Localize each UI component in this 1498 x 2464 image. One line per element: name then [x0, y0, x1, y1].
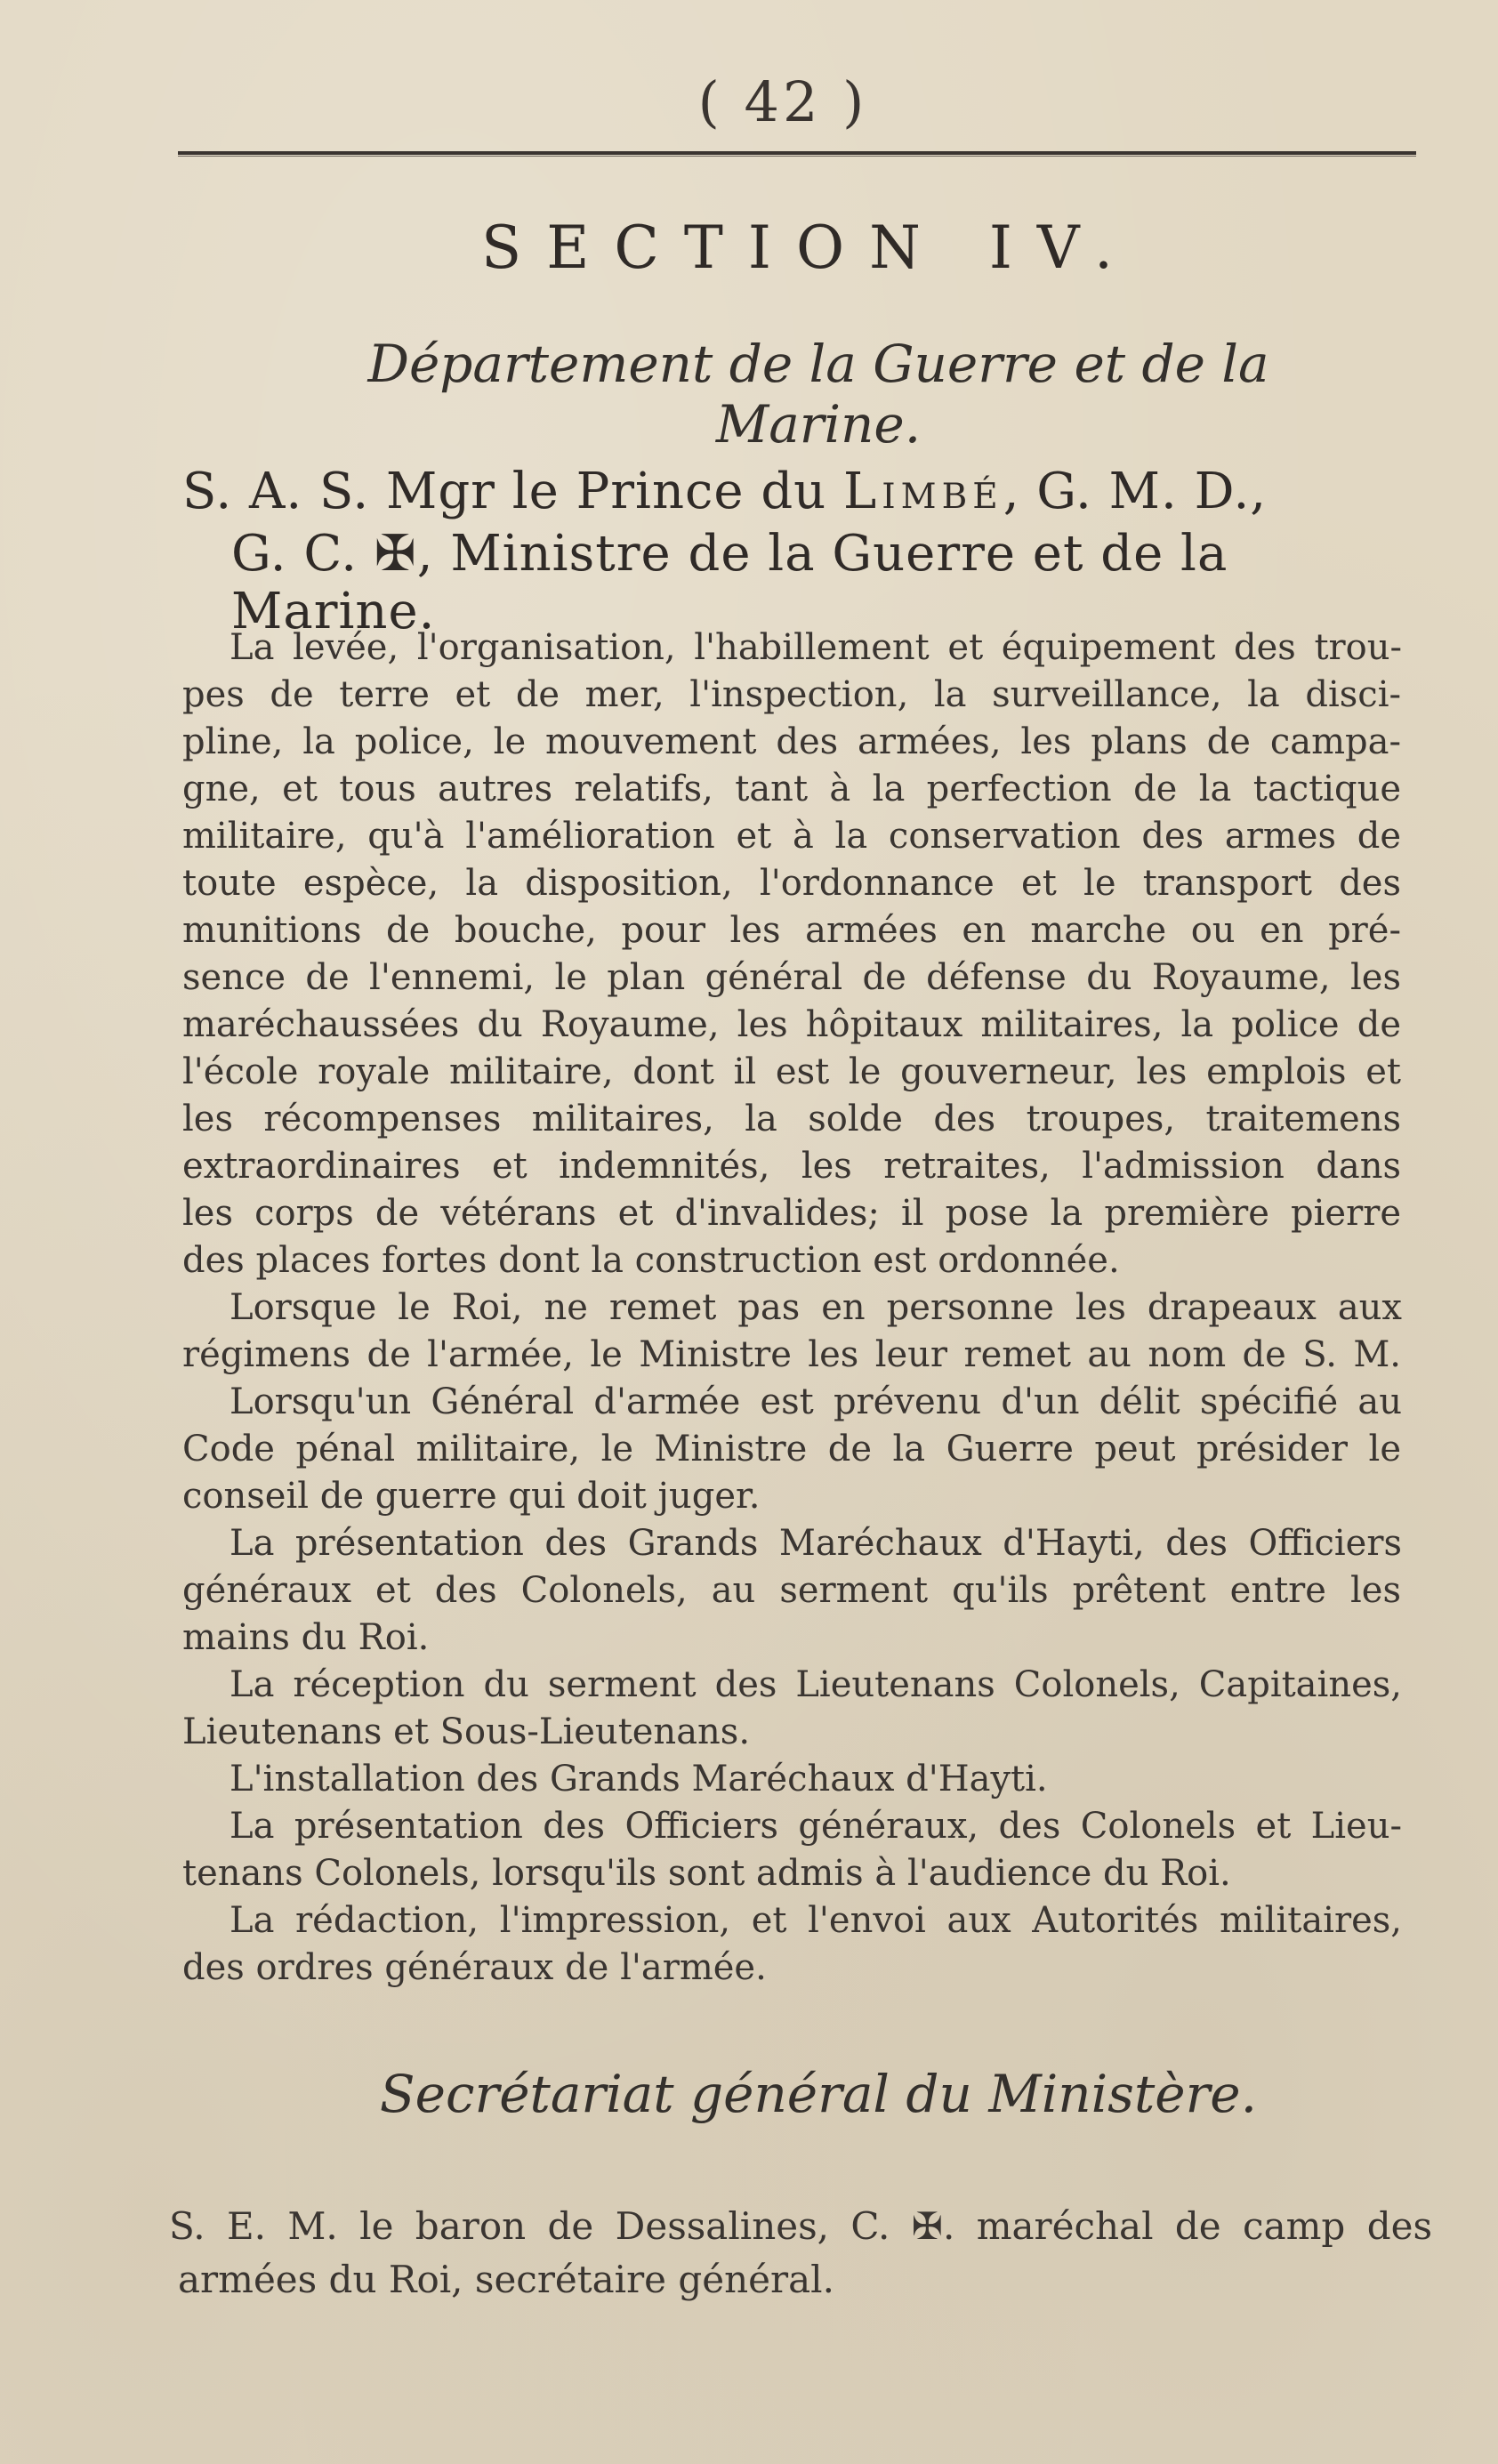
body-line: pes de terre et de mer, l'inspection, la surveillance, la disci-	[182, 674, 1401, 715]
body-line: extraordinaires et indemnités, les retraites, l'admission dans	[182, 1146, 1401, 1187]
body-line: Code pénal militaire, le Ministre de la Guerre peut présider le	[182, 1429, 1401, 1470]
body-line: conseil de guerre qui doit juger.	[182, 1476, 761, 1517]
body-line: La présentation des Officiers généraux, des Colonels et Lieu-	[230, 1806, 1402, 1847]
section-title: SECTION IV.	[481, 213, 1138, 282]
secretary-line: S. E. M. le baron de Dessalines, C. ✠. maréchal de camp des	[169, 2204, 1432, 2248]
body-line: tenans Colonels, lorsqu'ils sont admis à l'audience du Roi.	[182, 1853, 1231, 1894]
body-line: généraux et des Colonels, au serment qu'ils prêtent entre les	[182, 1570, 1401, 1611]
body-line: sence de l'ennemi, le plan général de défense du Royaume, les	[182, 957, 1401, 998]
body-line: toute espèce, la disposition, l'ordonnance et le transport des	[182, 863, 1401, 904]
body-line: les récompenses militaires, la solde des troupes, traitemens	[182, 1099, 1401, 1139]
body-line: mains du Roi.	[182, 1617, 430, 1658]
minister-title-name: Limbé	[843, 463, 1003, 520]
body-line: les corps de vétérans et d'invalides; il pose la première pierre	[182, 1193, 1401, 1234]
minister-heading-line-2: G. C. ✠, Ministre de la Guerre et de la Marine.	[231, 525, 1228, 640]
department-title: Département de la Guerre et de la Marine.	[367, 334, 1269, 455]
body-line: La réception du serment des Lieutenans Colonels, Capitaines,	[230, 1664, 1402, 1705]
minister-heading-line-1	[182, 463, 1428, 520]
body-line: La rédaction, l'impression, et l'envoi aux Autorités militaires,	[230, 1900, 1402, 1941]
body-line: pline, la police, le mouvement des armées, les plans de campa-	[182, 721, 1401, 762]
body-line: gne, et tous autres relatifs, tant à la perfection de la tactique	[182, 769, 1401, 809]
body-line: militaire, qu'à l'amélioration et à la conservation des armes de	[182, 816, 1401, 857]
page-number: ( 42 )	[697, 69, 868, 134]
header-rule	[178, 149, 1416, 158]
body-line: régimens de l'armée, le Ministre les leur remet au nom de S. M.	[182, 1334, 1401, 1375]
secretary-line: armées du Roi, secrétaire général.	[178, 2258, 834, 2301]
body-line: des places fortes dont la construction est ordonnée.	[182, 1240, 1120, 1281]
body-line: La levée, l'organisation, l'habillement et équipement des trou-	[230, 627, 1402, 668]
secretariat-title: Secrétariat général du Ministère.	[379, 2064, 1258, 2124]
body-line: Lorsqu'un Général d'armée est prévenu d'un délit spécifié au	[230, 1381, 1402, 1422]
body-line: maréchaussées du Royaume, les hôpitaux militaires, la police de	[182, 1004, 1401, 1045]
minister-suffix: , G. M. D.,	[1003, 463, 1268, 520]
body-line: L'installation des Grands Maréchaux d'Hayti.	[230, 1759, 1048, 1800]
body-line: Lorsque le Roi, ne remet pas en personne les drapeaux aux	[230, 1287, 1402, 1328]
body-line: munitions de bouche, pour les armées en marche ou en pré-	[182, 910, 1401, 951]
body-line: l'école royale militaire, dont il est le gouverneur, les emplois et	[182, 1051, 1401, 1092]
body-line: Lieutenans et Sous-Lieutenans.	[182, 1711, 751, 1752]
body-line: La présentation des Grands Maréchaux d'Hayti, des Officiers	[230, 1523, 1402, 1564]
body-line: des ordres généraux de l'armée.	[182, 1947, 767, 1988]
minister-prefix: S. A. S. Mgr le Prince du	[182, 463, 844, 520]
